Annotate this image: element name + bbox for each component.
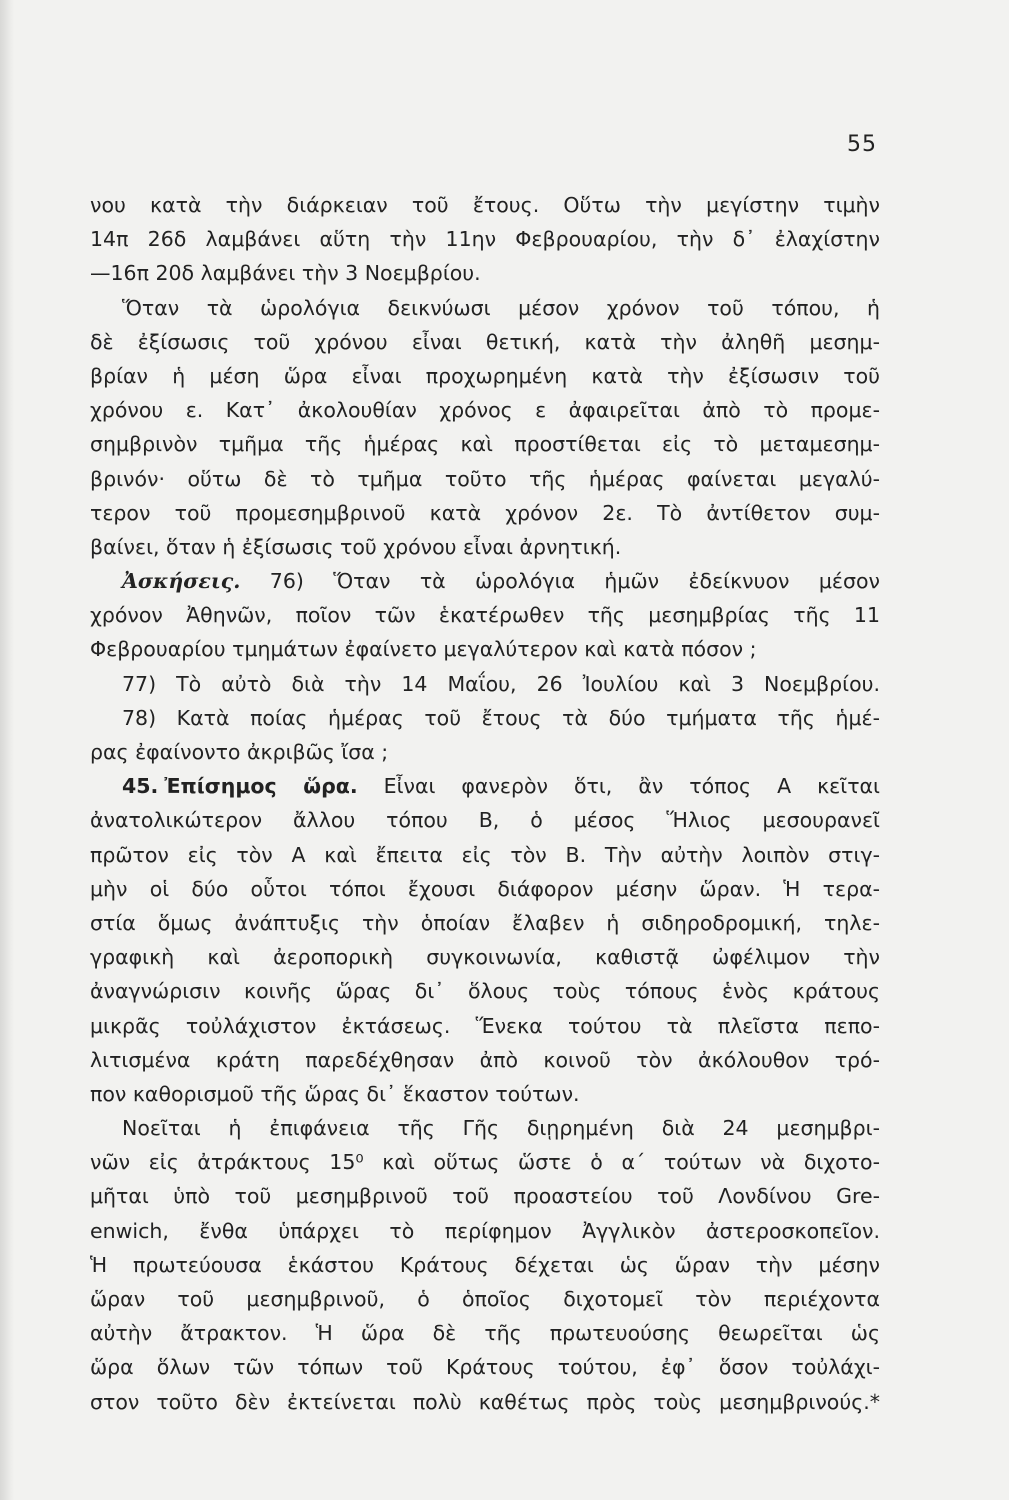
- text-line: στον τοῦτο δὲν ἐκτείνεται πολὺ καθέτως πρὸς τοὺς μεσημβρινούς.*: [90, 1389, 880, 1414]
- section-title: Ἐπίσημος ὥρα.: [164, 774, 358, 799]
- text-line: δὲ ἐξίσωσις τοῦ χρόνου εἶναι θετική, κατὰ τὴν ἀληθῆ μεσημ-: [90, 329, 880, 354]
- page-number: 55: [847, 132, 877, 157]
- text-line: ἀναγνώρισιν κοινῆς ὥρας δι᾽ ὅλους τοὺς τόπους ἑνὸς κράτους: [90, 979, 880, 1004]
- exercises-label: Ἀσκήσεις.: [122, 569, 241, 594]
- text-line: βαίνει, ὅταν ἡ ἐξίσωσις τοῦ χρόνου εἶναι ἀρνητική.: [90, 534, 622, 559]
- text-line: νῶν εἰς ἀτράκτους 15⁰ καὶ οὕτως ὥστε ὁ α´ τούτων νὰ διχοτο-: [90, 1150, 880, 1175]
- text-line: Ἡ πρωτεύουσα ἑκάστου Κράτους δέχεται ὡς ὥραν τὴν μέσην: [90, 1252, 880, 1277]
- text-line: ρας ἐφαίνοντο ἀκριβῶς ἴσα ;: [90, 740, 389, 764]
- text-line: λιτισμένα κράτη παρεδέχθησαν ἀπὸ κοινοῦ τὸν ἀκόλουθον τρό-: [90, 1047, 880, 1072]
- text-line: μὴν οἱ δύο οὗτοι τόποι ἔχουσι διάφορον μέσην ὥραν. Ἡ τερα-: [90, 876, 880, 901]
- body-text: [90, 188, 880, 1419]
- page-edge-shadow: [0, 0, 14, 1500]
- text-line: σημβρινὸν τμῆμα τῆς ἡμέρας καὶ προστίθεται εἰς τὸ μεταμεσημ-: [90, 432, 880, 457]
- text-line: νου κατὰ τὴν διάρκειαν τοῦ ἔτους. Οὕτω τὴν μεγίστην τιμὴν: [90, 193, 880, 217]
- section-heading-line: [90, 769, 880, 803]
- text-line: πρῶτον εἰς τὸν Α καὶ ἔπειτα εἰς τὸν Β. Τὴν αὐτὴν λοιπὸν στιγ-: [90, 842, 880, 867]
- text-line: μικρᾶς τοὐλάχιστον ἐκτάσεως. Ἕνεκα τούτου τὰ πλεῖστα πεπο-: [90, 1013, 880, 1038]
- text-line: βρίαν ἡ μέση ὥρα εἶναι προχωρημένη κατὰ τὴν ἐξίσωσιν τοῦ: [90, 363, 880, 388]
- text-line: χρόνον Ἀθηνῶν, ποῖον τῶν ἑκατέρωθεν τῆς μεσημβρίας τῆς 11: [90, 603, 880, 628]
- text-line: πον καθορισμοῦ τῆς ὥρας δι᾽ ἕκαστον τούτων.: [90, 1081, 580, 1106]
- text-line: Ὅταν τὰ ὡρολόγια δεικνύωσι μέσον χρόνον τοῦ τόπου, ἡ: [122, 295, 880, 320]
- section-first-line: Εἶναι φανερὸν ὅτι, ἂν τόπος Α κεῖται: [383, 774, 880, 799]
- text-line: στία ὅμως ἀνάπτυξις τὴν ὁποίαν ἔλαβεν ἡ σιδηροδρομική, τηλε-: [90, 910, 880, 935]
- text-line: Φεβρουαρίου τμημάτων ἐφαίνετο μεγαλύτερον καὶ κατὰ πόσον ;: [90, 637, 757, 662]
- exercise-76-start: 76) Ὅταν τὰ ὡρολόγια ἡμῶν ἐδείκνυον μέσον: [269, 569, 880, 594]
- text-line: μῆται ὑπὸ τοῦ μεσημβρινοῦ τοῦ προαστείου τοῦ Λονδίνου Gre-: [90, 1184, 880, 1209]
- text-line: χρόνου ε. Κατ᾽ ἀκολουθίαν χρόνος ε ἀφαιρεῖται ἀπὸ τὸ προμε-: [90, 398, 880, 423]
- exercise-78: 78) Κατὰ ποίας ἡμέρας τοῦ ἔτους τὰ δύο τμήματα τῆς ἡμέ-: [122, 705, 880, 730]
- text-line: —16π 20δ λαμβάνει τὴν 3 Νοεμβρίου.: [90, 261, 481, 286]
- text-line: 14π 26δ λαμβάνει αὕτη τὴν 11ην Φεβρουαρίου, τὴν δ᾽ ἐλαχίστην: [90, 227, 880, 252]
- text-line: αὐτὴν ἄτρακτον. Ἡ ὥρα δὲ τῆς πρωτευούσης θεωρεῖται ὡς: [90, 1321, 880, 1346]
- section-number: 45.: [122, 774, 159, 799]
- text-line: ἀνατολικώτερον ἄλλου τόπου Β, ὁ μέσος Ἥλιος μεσουρανεῖ: [90, 808, 880, 833]
- text-line: ὥρα ὅλων τῶν τόπων τοῦ Κράτους τούτου, ἐφ᾽ ὅσον τοὐλάχι-: [90, 1355, 880, 1380]
- text-line: ὥραν τοῦ μεσημβρινοῦ, ὁ ὁποῖος διχοτομεῖ τὸν περιέχοντα: [90, 1287, 880, 1311]
- text-line: Νοεῖται ἡ ἐπιφάνεια τῆς Γῆς διῃρημένη διὰ 24 μεσημβρι-: [122, 1116, 880, 1141]
- text-line: γραφικὴ καὶ ἀεροπορικὴ συγκοινωνία, καθιστᾷ ὠφέλιμον τὴν: [90, 945, 880, 970]
- text-line: βρινόν· οὕτω δὲ τὸ τμῆμα τοῦτο τῆς ἡμέρας φαίνεται μεγαλύ-: [90, 466, 880, 491]
- text-line: τερον τοῦ προμεσημβρινοῦ κατὰ χρόνον 2ε. Τὸ ἀντίθετον συμ-: [90, 500, 880, 525]
- text-line: enwich, ἔνθα ὑπάρχει τὸ περίφημον Ἀγγλικὸν ἀστεροσκοπεῖον.: [90, 1218, 880, 1243]
- exercise-77: 77) Τὸ αὐτὸ διὰ τὴν 14 Μαΐου, 26 Ἰουλίου καὶ 3 Νοεμβρίου.: [122, 671, 880, 696]
- exercises-line: [90, 564, 880, 598]
